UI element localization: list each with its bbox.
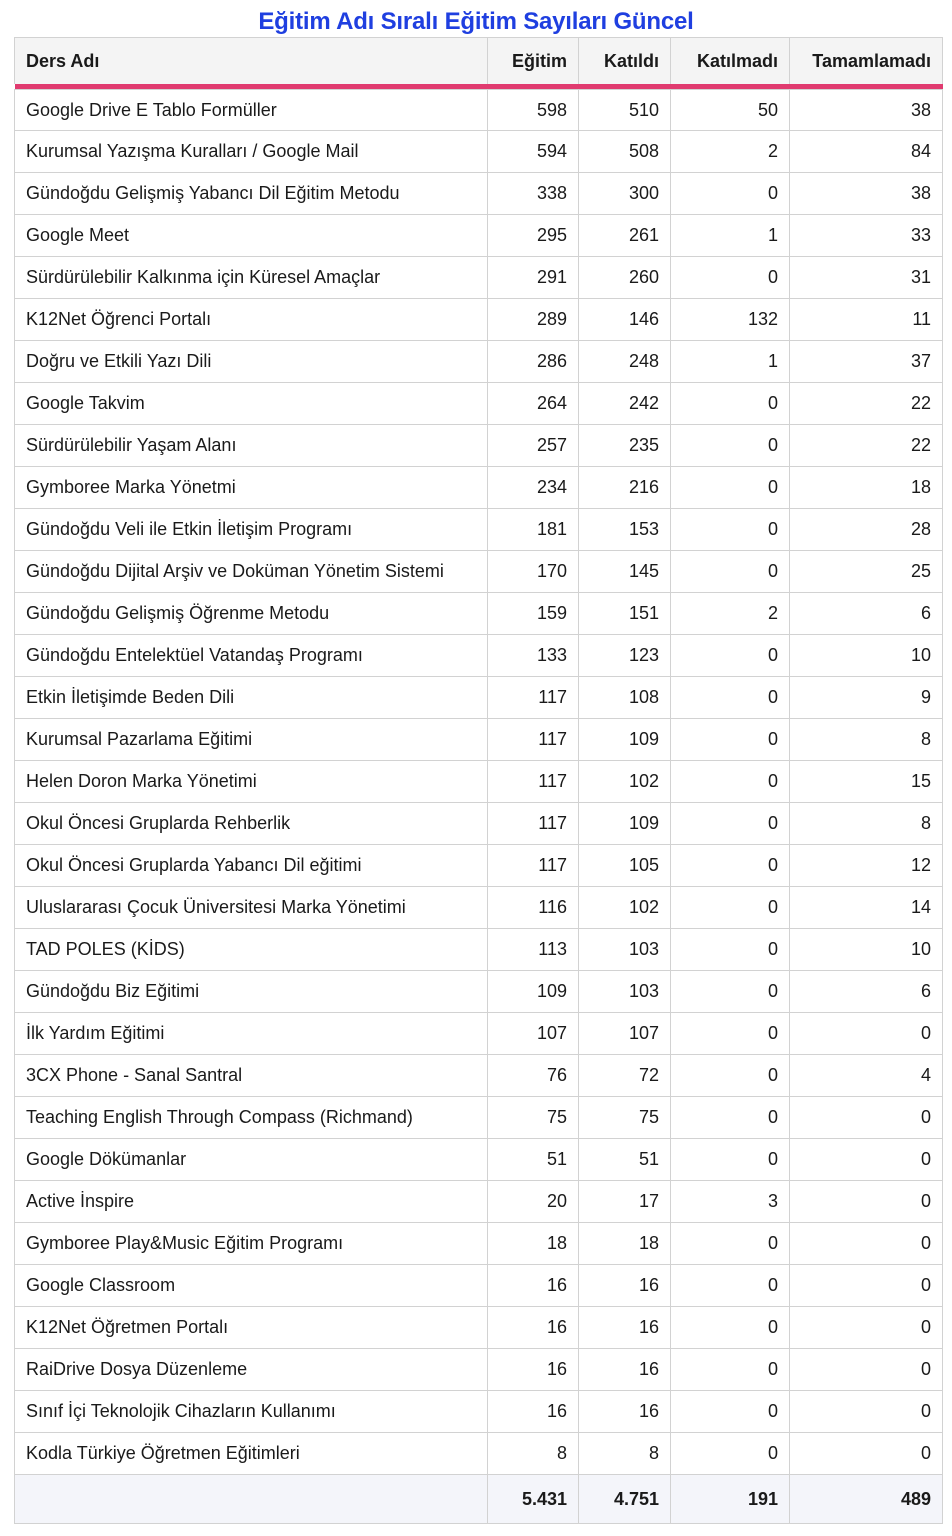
not-completed-count: 8 (790, 719, 943, 761)
course-name: Kodla Türkiye Öğretmen Eğitimleri (15, 1433, 488, 1475)
table-row (15, 1307, 943, 1349)
table-row (15, 1013, 943, 1055)
table-row (15, 719, 943, 761)
table-row (15, 257, 943, 299)
not-completed-count: 0 (790, 1097, 943, 1139)
table-row (15, 761, 943, 803)
table-row (15, 1055, 943, 1097)
not-completed-count: 18 (790, 467, 943, 509)
not-completed-count: 10 (790, 635, 943, 677)
training-count: 113 (488, 929, 579, 971)
table-row (15, 467, 943, 509)
not-completed-count: 25 (790, 551, 943, 593)
attended-count: 51 (579, 1139, 671, 1181)
table-row (15, 887, 943, 929)
not-completed-count: 6 (790, 593, 943, 635)
attended-count: 508 (579, 131, 671, 173)
training-count: 117 (488, 719, 579, 761)
course-name: Gündoğdu Gelişmiş Yabancı Dil Eğitim Metodu (15, 173, 488, 215)
not-attended-count: 0 (671, 257, 790, 299)
attended-count: 146 (579, 299, 671, 341)
training-count: 338 (488, 173, 579, 215)
attended-count: 16 (579, 1307, 671, 1349)
table-row (15, 341, 943, 383)
not-attended-count: 0 (671, 1307, 790, 1349)
not-completed-count: 0 (790, 1349, 943, 1391)
training-count: 116 (488, 887, 579, 929)
course-name: TAD POLES (KİDS) (15, 929, 488, 971)
not-attended-count: 0 (671, 845, 790, 887)
table-row (15, 1433, 943, 1475)
not-attended-count: 132 (671, 299, 790, 341)
column-header-not-attended[interactable]: Katılmadı (671, 38, 790, 85)
attended-count: 16 (579, 1265, 671, 1307)
not-attended-count: 0 (671, 1097, 790, 1139)
course-name: 3CX Phone - Sanal Santral (15, 1055, 488, 1097)
training-table (14, 37, 943, 1524)
not-attended-count: 0 (671, 803, 790, 845)
training-count: 264 (488, 383, 579, 425)
not-completed-count: 6 (790, 971, 943, 1013)
attended-count: 153 (579, 509, 671, 551)
total-not-attended: 191 (671, 1475, 790, 1524)
attended-count: 103 (579, 929, 671, 971)
table-row (15, 845, 943, 887)
not-attended-count: 3 (671, 1181, 790, 1223)
attended-count: 16 (579, 1349, 671, 1391)
training-count: 117 (488, 845, 579, 887)
table-row (15, 593, 943, 635)
not-completed-count: 0 (790, 1223, 943, 1265)
column-header-not-completed[interactable]: Tamamlamadı (790, 38, 943, 85)
not-completed-count: 0 (790, 1265, 943, 1307)
training-count: 76 (488, 1055, 579, 1097)
training-count: 598 (488, 90, 579, 131)
not-completed-count: 0 (790, 1433, 943, 1475)
training-count: 20 (488, 1181, 579, 1223)
course-name: Doğru ve Etkili Yazı Dili (15, 341, 488, 383)
attended-count: 108 (579, 677, 671, 719)
attended-count: 75 (579, 1097, 671, 1139)
not-attended-count: 0 (671, 1391, 790, 1433)
attended-count: 105 (579, 845, 671, 887)
not-completed-count: 0 (790, 1139, 943, 1181)
attended-count: 261 (579, 215, 671, 257)
course-name: Google Classroom (15, 1265, 488, 1307)
training-count: 181 (488, 509, 579, 551)
table-row (15, 90, 943, 131)
attended-count: 242 (579, 383, 671, 425)
course-name: Gymboree Marka Yönetmi (15, 467, 488, 509)
not-completed-count: 9 (790, 677, 943, 719)
training-count: 117 (488, 761, 579, 803)
course-name: Gündoğdu Entelektüel Vatandaş Programı (15, 635, 488, 677)
not-attended-count: 0 (671, 1055, 790, 1097)
not-attended-count: 50 (671, 90, 790, 131)
not-attended-count: 0 (671, 173, 790, 215)
header-row (15, 38, 943, 85)
table-row (15, 803, 943, 845)
attended-count: 123 (579, 635, 671, 677)
training-count: 107 (488, 1013, 579, 1055)
attended-count: 109 (579, 719, 671, 761)
training-count: 109 (488, 971, 579, 1013)
table-row (15, 1265, 943, 1307)
attended-count: 8 (579, 1433, 671, 1475)
course-name: Okul Öncesi Gruplarda Yabancı Dil eğitimi (15, 845, 488, 887)
table-row (15, 1349, 943, 1391)
training-count: 295 (488, 215, 579, 257)
not-completed-count: 22 (790, 425, 943, 467)
column-header-course[interactable]: Ders Adı (15, 38, 488, 85)
training-count: 291 (488, 257, 579, 299)
not-completed-count: 8 (790, 803, 943, 845)
not-completed-count: 12 (790, 845, 943, 887)
training-count: 234 (488, 467, 579, 509)
not-attended-count: 0 (671, 887, 790, 929)
attended-count: 102 (579, 761, 671, 803)
training-count: 8 (488, 1433, 579, 1475)
table-body (15, 90, 943, 1475)
not-completed-count: 4 (790, 1055, 943, 1097)
course-name: K12Net Öğrenci Portalı (15, 299, 488, 341)
attended-count: 72 (579, 1055, 671, 1097)
not-completed-count: 14 (790, 887, 943, 929)
not-attended-count: 0 (671, 1013, 790, 1055)
not-attended-count: 2 (671, 593, 790, 635)
table-row (15, 1391, 943, 1433)
training-count: 117 (488, 803, 579, 845)
course-name: İlk Yardım Eğitimi (15, 1013, 488, 1055)
not-attended-count: 0 (671, 1223, 790, 1265)
column-header-training[interactable]: Eğitim (488, 38, 579, 85)
course-name: Teaching English Through Compass (Richmand) (15, 1097, 488, 1139)
attended-count: 103 (579, 971, 671, 1013)
table-row (15, 509, 943, 551)
course-name: Active İnspire (15, 1181, 488, 1223)
not-attended-count: 0 (671, 1433, 790, 1475)
not-completed-count: 84 (790, 131, 943, 173)
not-attended-count: 2 (671, 131, 790, 173)
attended-count: 17 (579, 1181, 671, 1223)
not-completed-count: 0 (790, 1391, 943, 1433)
training-count: 170 (488, 551, 579, 593)
not-attended-count: 0 (671, 383, 790, 425)
course-name: K12Net Öğretmen Portalı (15, 1307, 488, 1349)
not-attended-count: 0 (671, 761, 790, 803)
course-name: Sınıf İçi Teknolojik Cihazların Kullanımı (15, 1391, 488, 1433)
table-row (15, 929, 943, 971)
table-row (15, 1097, 943, 1139)
training-count: 16 (488, 1307, 579, 1349)
table-row (15, 551, 943, 593)
attended-count: 107 (579, 1013, 671, 1055)
table-row (15, 1139, 943, 1181)
not-attended-count: 0 (671, 929, 790, 971)
not-completed-count: 0 (790, 1013, 943, 1055)
training-count: 286 (488, 341, 579, 383)
not-attended-count: 0 (671, 635, 790, 677)
course-name: Gündoğdu Veli ile Etkin İletişim Programı (15, 509, 488, 551)
course-name: Uluslararası Çocuk Üniversitesi Marka Yönetimi (15, 887, 488, 929)
training-count: 159 (488, 593, 579, 635)
course-name: Gündoğdu Gelişmiş Öğrenme Metodu (15, 593, 488, 635)
report-title: Eğitim Adı Sıralı Eğitim Sayıları Güncel (258, 8, 694, 35)
table-row (15, 299, 943, 341)
not-attended-count: 0 (671, 677, 790, 719)
attended-count: 248 (579, 341, 671, 383)
not-completed-count: 15 (790, 761, 943, 803)
not-attended-count: 0 (671, 719, 790, 761)
training-count: 257 (488, 425, 579, 467)
course-name: Google Drive E Tablo Formüller (15, 90, 488, 131)
table-row (15, 425, 943, 467)
not-attended-count: 0 (671, 425, 790, 467)
table-row (15, 131, 943, 173)
training-count: 51 (488, 1139, 579, 1181)
table-row (15, 215, 943, 257)
attended-count: 235 (579, 425, 671, 467)
training-count: 75 (488, 1097, 579, 1139)
attended-count: 300 (579, 173, 671, 215)
training-count: 133 (488, 635, 579, 677)
training-count: 594 (488, 131, 579, 173)
attended-count: 216 (579, 467, 671, 509)
not-attended-count: 0 (671, 1349, 790, 1391)
attended-count: 510 (579, 90, 671, 131)
course-name: Kurumsal Yazışma Kuralları / Google Mail (15, 131, 488, 173)
not-completed-count: 38 (790, 173, 943, 215)
not-completed-count: 0 (790, 1307, 943, 1349)
training-count: 16 (488, 1391, 579, 1433)
not-attended-count: 0 (671, 1139, 790, 1181)
not-completed-count: 11 (790, 299, 943, 341)
table-row (15, 173, 943, 215)
course-name: Sürdürülebilir Yaşam Alanı (15, 425, 488, 467)
course-name: Okul Öncesi Gruplarda Rehberlik (15, 803, 488, 845)
not-completed-count: 22 (790, 383, 943, 425)
attended-count: 102 (579, 887, 671, 929)
course-name: Gündoğdu Biz Eğitimi (15, 971, 488, 1013)
training-count: 18 (488, 1223, 579, 1265)
not-completed-count: 31 (790, 257, 943, 299)
course-name: Google Takvim (15, 383, 488, 425)
training-count: 16 (488, 1265, 579, 1307)
course-name: Google Meet (15, 215, 488, 257)
not-completed-count: 37 (790, 341, 943, 383)
not-completed-count: 33 (790, 215, 943, 257)
attended-count: 16 (579, 1391, 671, 1433)
not-completed-count: 28 (790, 509, 943, 551)
column-header-attended[interactable]: Katıldı (579, 38, 671, 85)
course-name: Etkin İletişimde Beden Dili (15, 677, 488, 719)
attended-count: 109 (579, 803, 671, 845)
totals-label (15, 1475, 488, 1524)
table-row (15, 1223, 943, 1265)
course-name: Helen Doron Marka Yönetimi (15, 761, 488, 803)
training-count: 117 (488, 677, 579, 719)
table-row (15, 383, 943, 425)
not-attended-count: 1 (671, 341, 790, 383)
training-count: 289 (488, 299, 579, 341)
total-attended: 4.751 (579, 1475, 671, 1524)
course-name: Gündoğdu Dijital Arşiv ve Doküman Yönetim Sistemi (15, 551, 488, 593)
not-attended-count: 0 (671, 551, 790, 593)
attended-count: 145 (579, 551, 671, 593)
table-row (15, 1181, 943, 1223)
table-row (15, 635, 943, 677)
course-name: RaiDrive Dosya Düzenleme (15, 1349, 488, 1391)
not-attended-count: 0 (671, 971, 790, 1013)
not-completed-count: 10 (790, 929, 943, 971)
total-not-completed: 489 (790, 1475, 943, 1524)
not-attended-count: 0 (671, 467, 790, 509)
table-row (15, 971, 943, 1013)
training-count: 16 (488, 1349, 579, 1391)
course-name: Kurumsal Pazarlama Eğitimi (15, 719, 488, 761)
table-row (15, 677, 943, 719)
not-completed-count: 0 (790, 1181, 943, 1223)
attended-count: 260 (579, 257, 671, 299)
totals-row (15, 1475, 943, 1524)
course-name: Sürdürülebilir Kalkınma için Küresel Amaçlar (15, 257, 488, 299)
not-attended-count: 0 (671, 509, 790, 551)
not-attended-count: 0 (671, 1265, 790, 1307)
attended-count: 18 (579, 1223, 671, 1265)
course-name: Google Dökümanlar (15, 1139, 488, 1181)
not-attended-count: 1 (671, 215, 790, 257)
attended-count: 151 (579, 593, 671, 635)
not-completed-count: 38 (790, 90, 943, 131)
total-training: 5.431 (488, 1475, 579, 1524)
course-name: Gymboree Play&Music Eğitim Programı (15, 1223, 488, 1265)
